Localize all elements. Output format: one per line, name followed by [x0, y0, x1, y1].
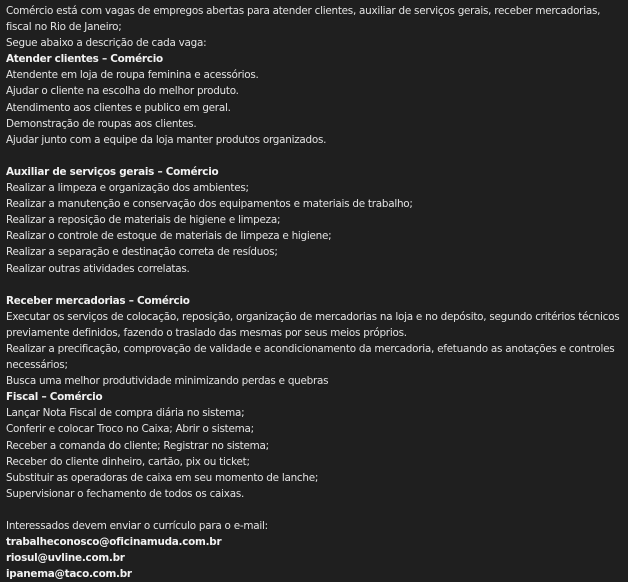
list-item: Receber do cliente dinheiro, cartão, pix ou ticket; [6, 455, 250, 468]
list-item: Substituir as operadoras de caixa em seu momento de lanche; [6, 471, 319, 484]
list-item: Receber a comanda do cliente; Registrar no sistema; [6, 439, 269, 452]
list-item: Realizar outras atividades correlatas. [6, 262, 190, 275]
section-title: Receber mercadorias – Comércio [6, 294, 190, 307]
list-item: Realizar a manutenção e conservação dos equipamentos e materiais de trabalho; [6, 198, 413, 211]
section-atender-clientes [6, 51, 622, 148]
email-link[interactable]: riosul@uvline.com.br [6, 552, 125, 565]
list-item: Lançar Nota Fiscal de compra diária no sistema; [6, 407, 245, 420]
list-item: Conferir e colocar Troco no Caixa; Abrir o sistema; [6, 423, 254, 436]
list-item: Ajudar junto com a equipe da loja manter produtos organizados. [6, 133, 327, 146]
list-item: Realizar a reposição de materiais de higiene e limpeza; [6, 214, 281, 227]
list-item: Realizar a limpeza e organização dos ambientes; [6, 182, 249, 195]
email-link[interactable]: ipanema@taco.com.br [6, 568, 132, 581]
section-title: Auxiliar de serviços gerais – Comércio [6, 165, 219, 178]
list-item: Supervisionar o fechamento de todos os caixas. [6, 487, 245, 500]
list-item: Demonstração de roupas aos clientes. [6, 117, 197, 130]
spacer [6, 277, 622, 293]
spacer [6, 148, 622, 164]
section-auxiliar-servicos-gerais [6, 164, 622, 277]
spacer [6, 502, 622, 518]
email-link[interactable]: trabalheconosco@oficinamuda.com.br [6, 536, 222, 549]
list-item: Realizar a separação e destinação correta de resíduos; [6, 246, 278, 259]
contact-label: Interessados devem enviar o currículo para o e-mail: [6, 520, 268, 532]
list-item: Ajudar o cliente na escolha do melhor produto. [6, 85, 239, 98]
section-fiscal [6, 389, 622, 502]
list-item: Realizar a precificação, comprovação de validade e acondicionamento da mercadoria, efetuando as anotações e controles necessários; [6, 342, 615, 372]
section-title: Atender clientes – Comércio [6, 53, 163, 66]
intro-text: Comércio está com vagas de empregos abertas para atender clientes, auxiliar de serviços gerais, receber mercadorias, fiscal no Rio de Janeiro; [6, 5, 601, 34]
list-item: Realizar o controle de estoque de materiais de limpeza e higiene; [6, 230, 332, 243]
section-receber-mercadorias [6, 293, 622, 390]
list-item: Atendente em loja de roupa feminina e acessórios. [6, 69, 259, 82]
list-item: Executar os serviços de colocação, reposição, organização de mercadorias na loja e no depósito, segundo critérios técnicos previamente definidos, fazendo o traslado das mesmas por seus meios próprios. [6, 310, 620, 339]
intro-subtitle: Segue abaixo a descrição de cada vaga: [6, 37, 207, 50]
list-item: Busca uma melhor produtividade minimizando perdas e quebras [6, 375, 329, 388]
section-title: Fiscal – Comércio [6, 391, 103, 404]
list-item: Atendimento aos clientes e publico em geral. [6, 101, 231, 114]
contact-section [6, 518, 622, 582]
